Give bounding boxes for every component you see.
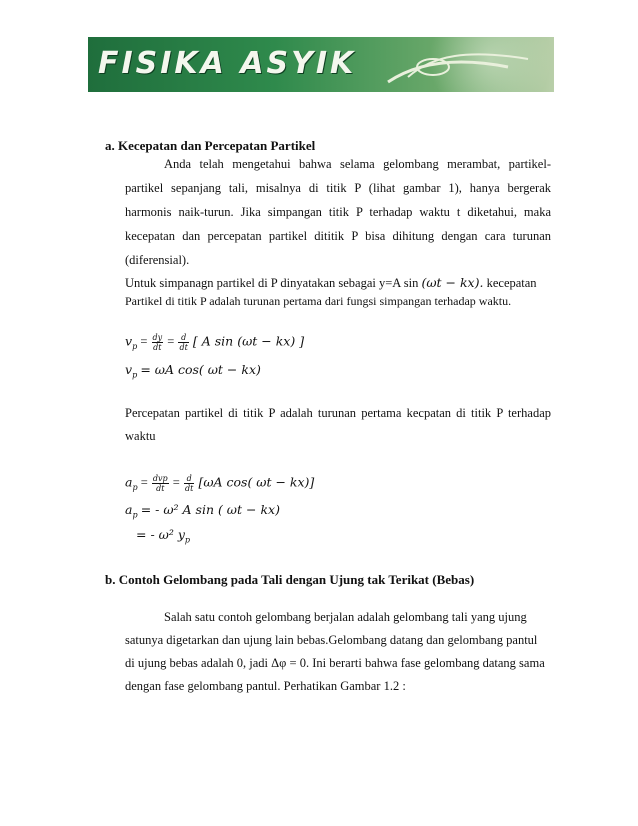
paragraph-line: waktu [125,429,156,443]
eq-lhs: a [125,502,133,517]
math-expression: (ωt − kx). [421,275,484,290]
eq-lhs: a [125,474,133,490]
fraction [152,333,164,352]
eq-rhs: = - ω² A sin ( ωt − kx) [140,502,280,517]
fraction-denominator: dt [153,343,162,352]
eq-rhs: = - ω² y [136,527,185,542]
equation-velocity-2 [125,362,261,380]
eq-rhs: [ωA cos( ωt − kx)] [198,474,315,490]
fraction-numerator: dvp [152,474,168,483]
paragraph-line: Percepatan partikel di titik P adalah turunan pertama kecpatan di titik P terhadap [125,406,551,420]
eq-subscript: p [132,370,138,380]
equation-velocity-1: $v_p$ = $\frac{dy}{dt}$ = $\frac{d}{dt}$ [ A sin (ωt − kx) ] [125,333,305,352]
fraction-denominator: dt [184,484,194,493]
fraction-numerator: d [184,474,194,484]
fraction-denominator: dt [156,484,165,493]
paragraph-line: di ujung bebas adalah 0, jadi Δφ = 0. Ini berarti bahwa fase gelombang datang sama [125,656,545,670]
eq-lhs: v [125,362,133,377]
fraction-numerator: dy [152,333,163,342]
eq-rhs: = ωA cos( ωt − kx) [140,362,261,377]
paragraph-text: Untuk simpanagn partikel di P dinyatakan sebagai y=A sin [125,276,419,290]
fraction-numerator: d [178,333,188,343]
fraction [178,333,188,352]
eq-subscript: p [184,535,191,545]
paragraph-line: harmonis naik-turun. Jika simpangan titik P terhadap waktu t diketahui, maka [125,205,551,219]
paragraph-line: partikel sepanjang tali, misalnya di titik P (lihat gambar 1), hanya bergerak [125,181,551,195]
header-banner [88,37,554,92]
equation-acceleration-2 [125,502,280,520]
fraction [184,474,194,493]
paragraph-line: kecepatan dan percepatan partikel dititik P bisa dihitung dengan cara turunan [125,229,551,243]
paragraph-line: Anda telah mengetahui bahwa selama gelombang merambat, partikel- [164,157,551,171]
paragraph-line [125,275,537,291]
equation-acceleration-3 [136,527,190,545]
eq-lhs: v [125,333,133,349]
paragraph-line: dengan fase gelombang pantul. Perhatikan Gambar 1.2 : [125,679,406,693]
equation-acceleration-1: $a_p$ = $\frac{\text{dvp}}{dt}$ = $\frac{d}{dt}$ [ωA cos( ωt − kx)] [125,474,315,493]
paragraph-line: Partikel di titik P adalah turunan pertama dari fungsi simpangan terhadap waktu. [125,294,512,308]
eq-subscript: p [132,341,138,351]
paragraph-text: kecepatan [486,276,537,290]
banner-title: FISIKA ASYIK [98,46,357,81]
eq-subscript: p [132,510,138,520]
eq-rhs: [ A sin (ωt − kx) ] [192,333,305,349]
banner-swoosh-icon [88,37,554,92]
paragraph-line: Salah satu contoh gelombang berjalan adalah gelombang tali yang ujung [164,610,527,624]
eq-subscript: p [132,482,138,492]
section-a-heading: a. Kecepatan dan Percepatan Partikel [105,138,316,153]
paragraph-line: (diferensial). [125,253,190,267]
fraction-denominator: dt [179,343,188,352]
fraction [152,474,169,493]
section-b-heading: b. Contoh Gelombang pada Tali dengan Ujung tak Terikat (Bebas) [105,572,475,587]
paragraph-line: satunya digetarkan dan ujung lain bebas.Gelombang datang dan gelombang pantul [125,633,538,647]
